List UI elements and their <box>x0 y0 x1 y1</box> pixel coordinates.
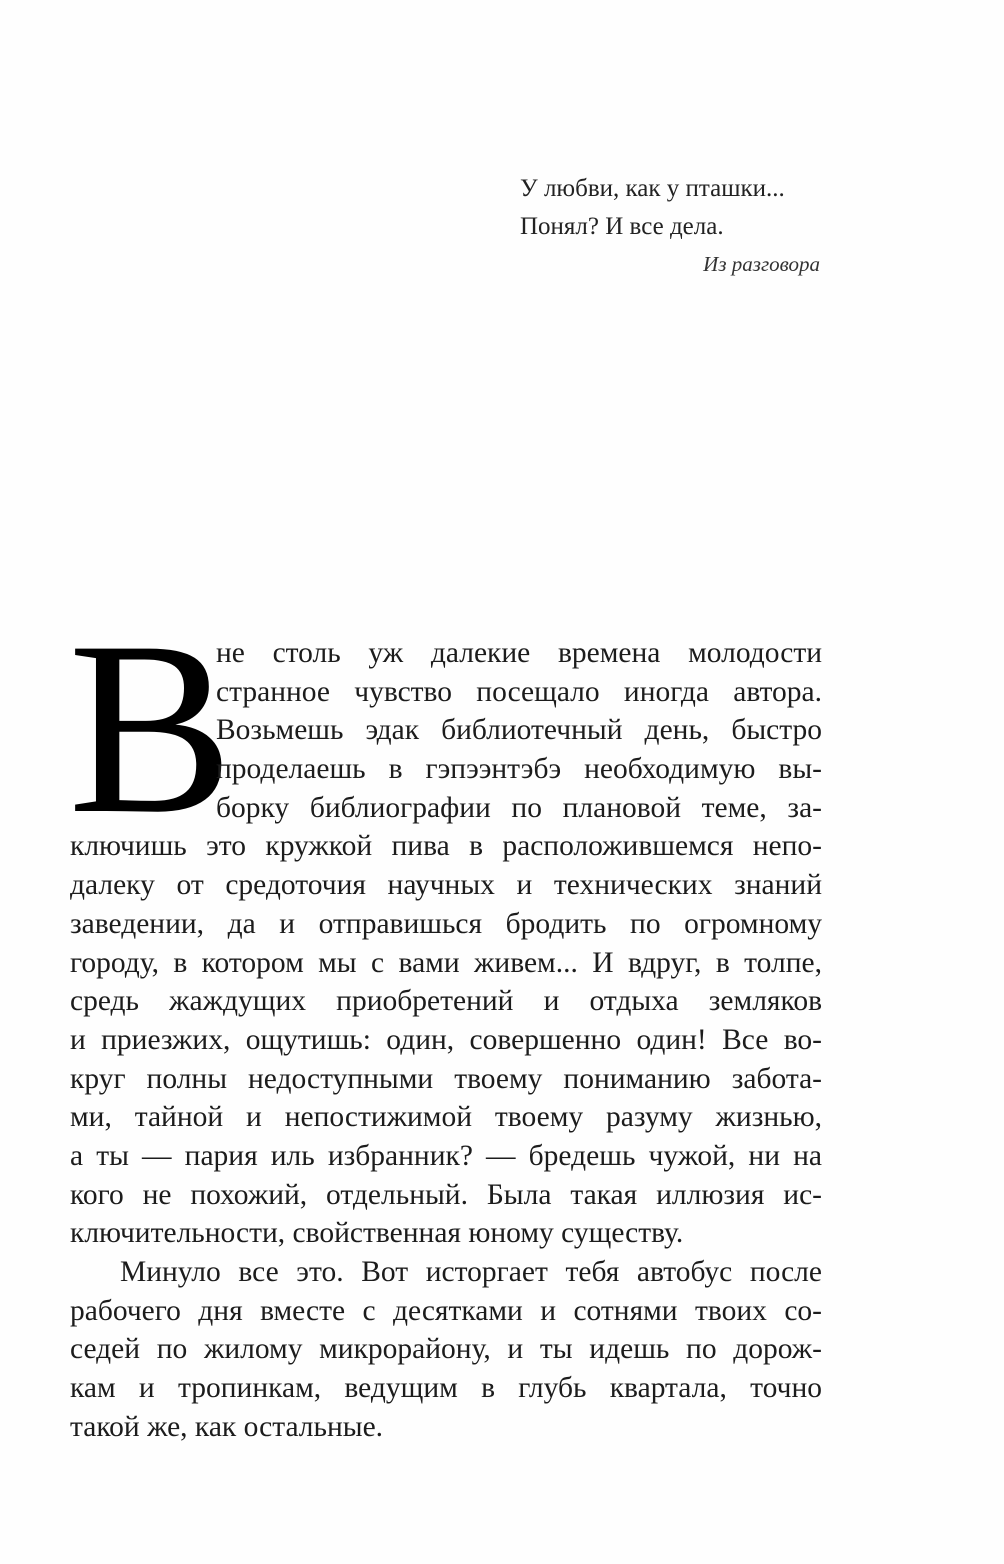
text-line: ми, тайной и непостижимой твоему разуму жизнью, <box>70 1101 822 1134</box>
text-line: борку библиографии по плановой теме, за- <box>216 791 822 824</box>
epigraph-line: Понял? И все дела. <box>520 213 724 240</box>
epigraph <box>520 170 820 277</box>
text-line: проделаешь в гэпээнтэбэ необходимую вы- <box>216 753 822 786</box>
text-line: кам и тропинкам, ведущим в глубь квартала, точно <box>70 1372 822 1405</box>
drop-cap: В <box>68 590 234 865</box>
text-line: Минуло все это. Вот исторгает тебя автобус после <box>120 1256 822 1288</box>
paragraph-1 <box>70 827 822 1253</box>
text-line: такой же, как остальные. <box>70 1410 384 1443</box>
text-line: рабочего дня вместе с десятками и сотнями твоих со- <box>70 1294 822 1327</box>
paragraph-2 <box>70 1253 822 1446</box>
paragraph-1-cap-lines <box>70 634 822 827</box>
text-line: кого не похожий, отдельный. Была такая иллюзия ис- <box>70 1178 822 1211</box>
text-line: городу, в котором мы с вами живем... И вдруг, в толпе, <box>70 946 822 979</box>
text-line: ключительности, свойственная юному существу. <box>70 1217 684 1250</box>
text-line: Возьмешь эдак библиотечный день, быстро <box>216 714 822 747</box>
text-line: ключишь это кружкой пива в расположившемся непо- <box>70 830 822 863</box>
text-line: круг полны недоступными твоему пониманию забота- <box>70 1062 822 1095</box>
text-line: седей по жилому микрорайону, и ты идешь по дорож- <box>70 1333 822 1366</box>
text-line: странное чувство посещало иногда автора. <box>216 675 822 708</box>
text-line: а ты — пария иль избранник? — бредешь чужой, ни на <box>70 1139 822 1172</box>
chapter-body <box>70 634 822 1446</box>
text-line: средь жаждущих приобретений и отдыха земляков <box>70 985 822 1018</box>
epigraph-line: У любви, как у пташки... <box>520 175 785 202</box>
text-line: не столь уж далекие времена молодости <box>216 637 822 669</box>
text-line: далеку от средоточия научных и технических знаний <box>70 869 822 902</box>
epigraph-source: Из разговора <box>703 252 820 276</box>
text-line: и приезжих, ощутишь: один, совершенно один! Все во- <box>70 1023 822 1056</box>
text-line: заведении, да и отправишься бродить по огромному <box>70 907 822 940</box>
